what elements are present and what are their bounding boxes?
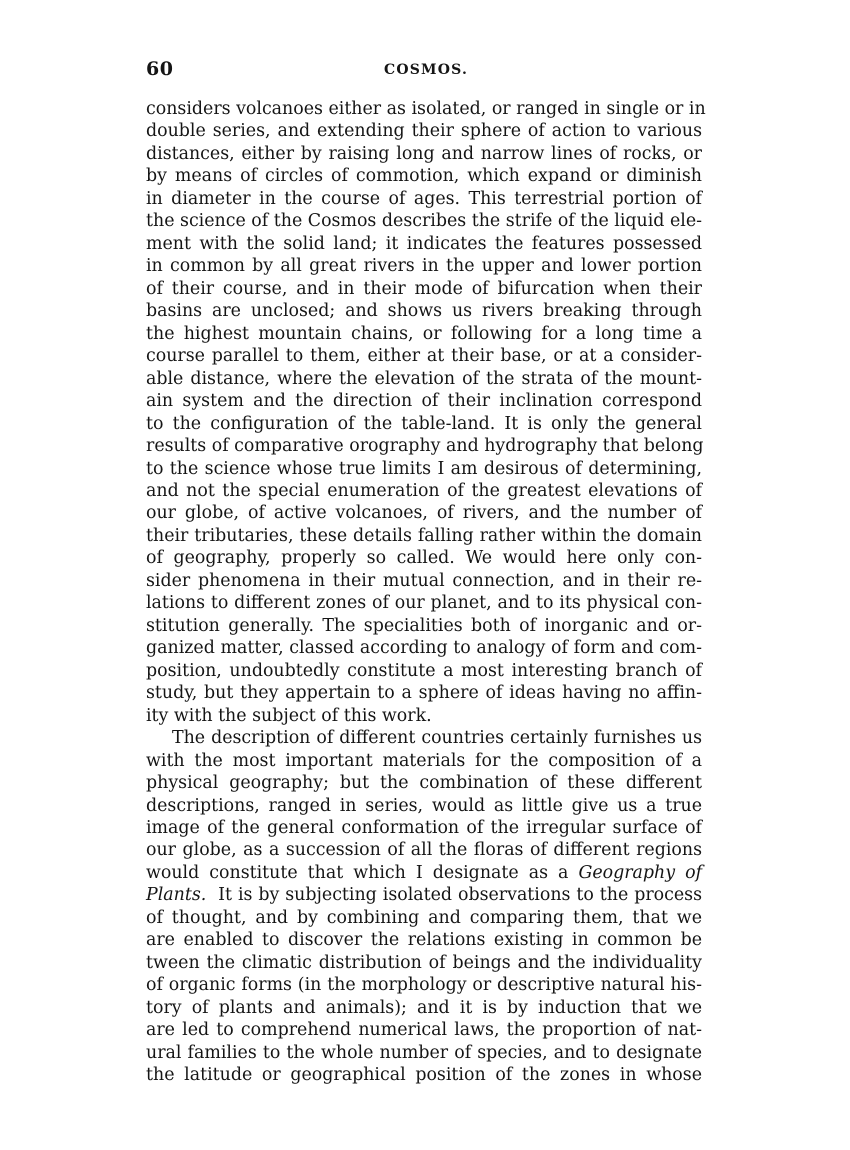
text-line: in common by all great rivers in the upper and lower portion	[146, 256, 702, 277]
text-line: study, but they appertain to a sphere of ideas having no affin-	[146, 683, 702, 704]
text-line: ain system and the direction of their inclination correspond	[146, 391, 702, 412]
text-line: double series, and extending their sphere of action to various	[146, 121, 702, 142]
text-line: by means of circles of commotion, which expand or diminish	[146, 166, 702, 187]
text-line: of geography, properly so called. We would here only con-	[146, 548, 702, 569]
text-line: of organic forms (in the morphology or descriptive natural his-	[146, 975, 702, 996]
text-line: course parallel to them, either at their base, or at a consider-	[146, 346, 702, 367]
text-line-with-italic	[146, 862, 702, 884]
running-head	[146, 58, 702, 98]
text-line: are led to comprehend numerical laws, the proportion of nat-	[146, 1020, 702, 1041]
text-line: of their course, and in their mode of bifurcation when their	[146, 278, 702, 299]
text-line: sider phenomena in their mutual connection, and in their re-	[146, 570, 702, 591]
running-title: COSMOS.	[384, 62, 469, 78]
text-line: results of comparative orography and hydrography that belong	[146, 436, 704, 457]
text-line: basins are unclosed; and shows us rivers breaking through	[146, 301, 702, 322]
page-number: 60	[146, 58, 174, 80]
text-line: descriptions, ranged in series, would as little give us a true	[146, 795, 702, 816]
italic-phrase: Plants.	[146, 885, 207, 906]
text-line: ural families to the whole number of species, and to designate	[146, 1042, 702, 1063]
text-segment: It is by subjecting isolated observations to the process	[206, 885, 702, 906]
text-line: our globe, of active volcanoes, of rivers, and the number of	[146, 503, 702, 524]
text-segment: would constitute that which I designate as a	[146, 862, 579, 883]
text-line: the science of the Cosmos describes the strife of the liquid ele-	[146, 211, 702, 232]
text-line: considers volcanoes either as isolated, or ranged in single or in	[146, 99, 706, 119]
text-line: ment with the solid land; it indicates the features possessed	[146, 233, 702, 254]
paragraph-last-line: ity with the subject of this work.	[146, 705, 432, 726]
text-line: in diameter in the course of ages. This terrestrial portion of	[146, 188, 702, 209]
text-line: position, undoubtedly constitute a most interesting branch of	[146, 660, 702, 681]
text-line: ganized matter, classed according to analogy of form and com-	[146, 638, 702, 659]
text-line: our globe, as a succession of all the floras of different regions	[146, 840, 702, 861]
text-line-with-italic	[146, 884, 702, 906]
text-line: of thought, and by combining and comparing them, that we	[146, 907, 702, 928]
text-line: to the configuration of the table-land. It is only the general	[146, 413, 702, 434]
text-line: tween the climatic distribution of beings and the individuality	[146, 952, 702, 973]
text-line: distances, either by raising long and narrow lines of rocks, or	[146, 143, 702, 164]
body-text	[146, 98, 706, 1087]
text-line: image of the general conformation of the irregular surface of	[146, 818, 702, 838]
text-line: the highest mountain chains, or following for a long time a	[146, 323, 702, 344]
text-line: with the most important materials for the composition of a	[146, 750, 702, 771]
paragraph-first-line: The description of different countries certainly furnishes us	[172, 728, 702, 749]
text-line: are enabled to discover the relations existing in common be	[146, 930, 702, 951]
text-line: lations to different zones of our planet, and to its physical con-	[146, 593, 702, 614]
text-line: physical geography; but the combination of these different	[146, 773, 702, 794]
text-line: tory of plants and animals); and it is by induction that we	[146, 997, 702, 1018]
text-line: able distance, where the elevation of the strata of the mount-	[146, 368, 702, 389]
text-line: the latitude or geographical position of the zones in whose	[146, 1065, 702, 1086]
text-line: their tributaries, these details falling rather within the domain	[146, 525, 702, 546]
book-page	[146, 58, 706, 1108]
text-line: stitution generally. The specialities both of inorganic and or-	[146, 615, 702, 636]
text-line: and not the special enumeration of the greatest elevations of	[146, 480, 702, 501]
italic-phrase: Geography of	[578, 862, 703, 883]
text-line: to the science whose true limits I am desirous of determining,	[146, 458, 702, 479]
